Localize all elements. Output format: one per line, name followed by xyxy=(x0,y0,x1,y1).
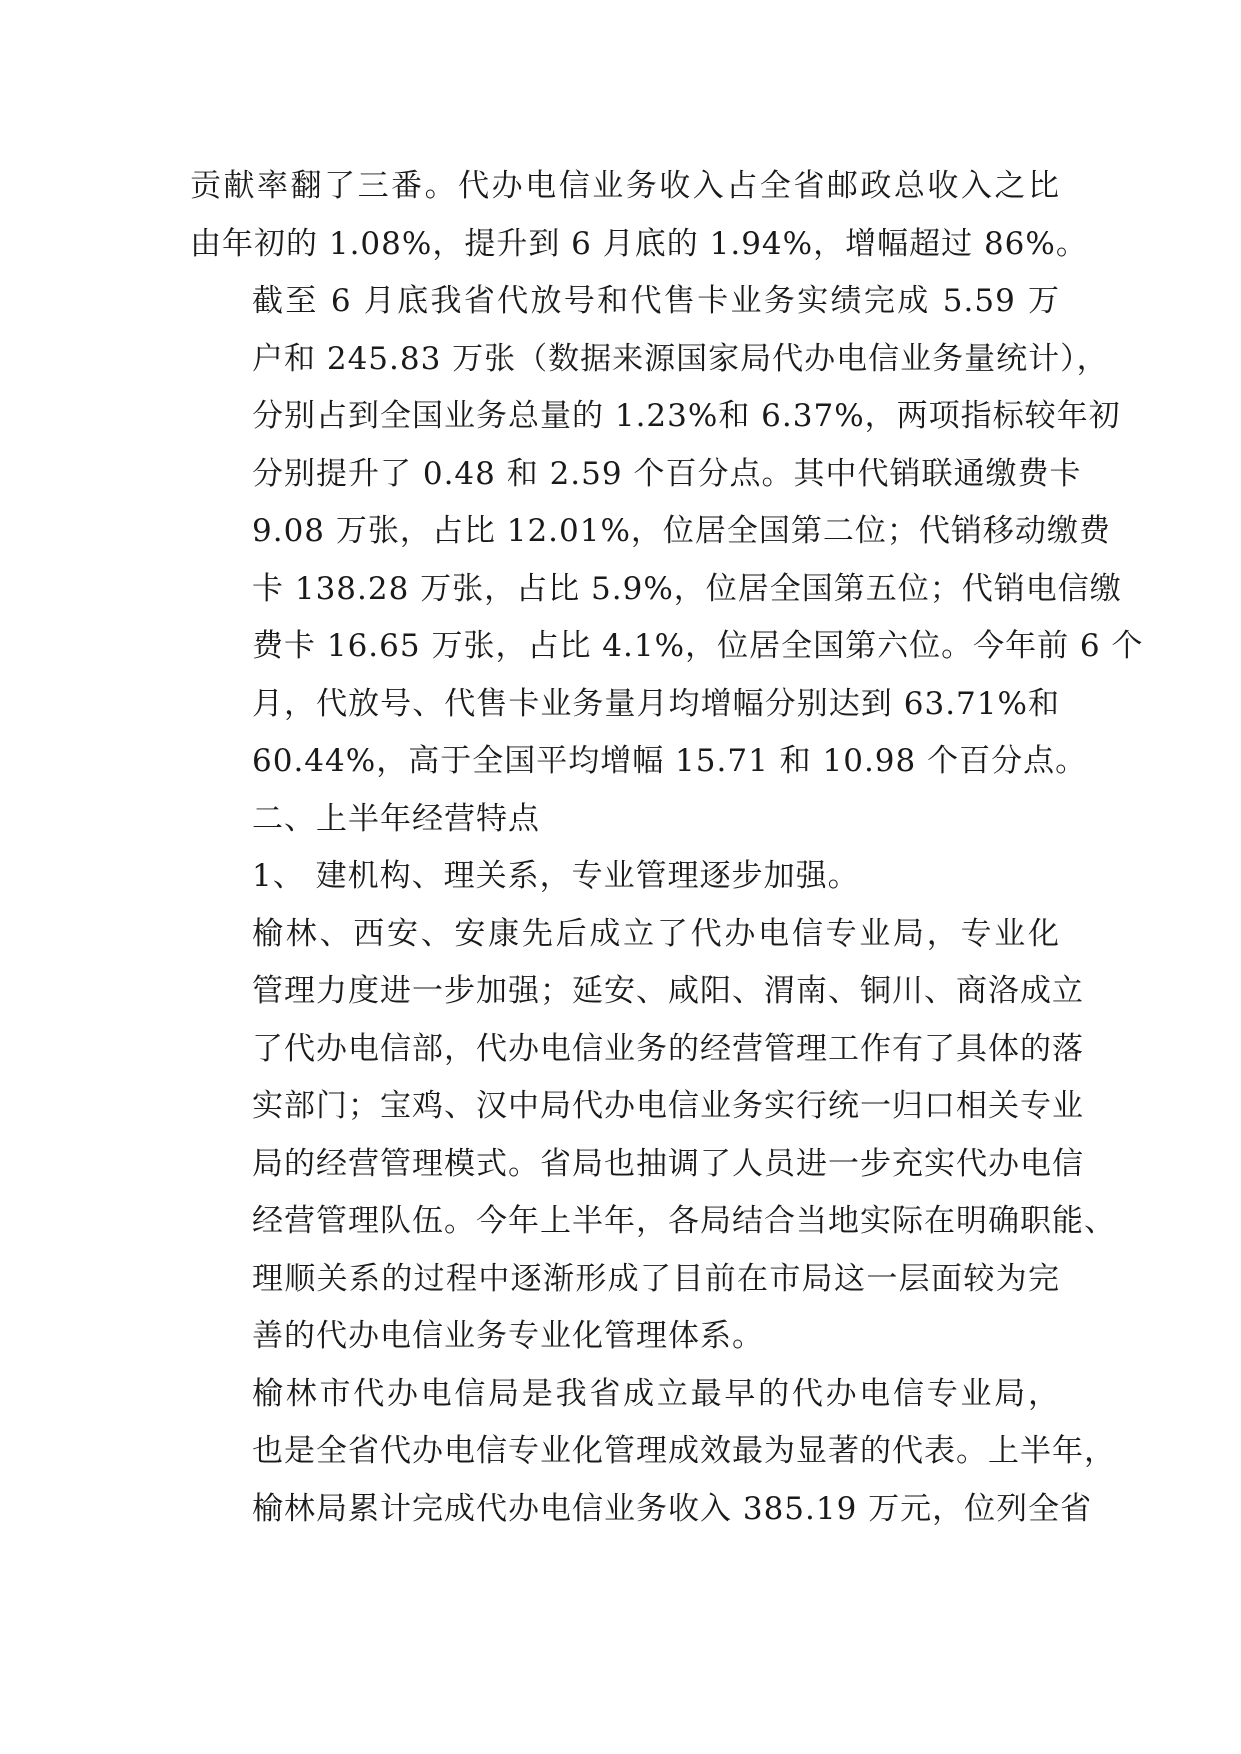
text-line: 实部门；宝鸡、汉中局代办电信业务实行统一归口相关专业 xyxy=(252,1088,1084,1124)
text-line: 卡 138.28 万张，占比 5.9%，位居全国第五位；代销电信缴 xyxy=(252,570,1122,607)
text-line: 经营管理队伍。今年上半年，各局结合当地实际在明确职能、 xyxy=(252,1203,1116,1239)
text-line: 善的代办电信业务专业化管理体系。 xyxy=(252,1318,764,1354)
text-line: 截至 6 月底我省代放号和代售卡业务实绩完成 5.59 万 xyxy=(252,283,1060,319)
text-line: 理顺关系的过程中逐渐形成了目前在市局这一层面较为完 xyxy=(252,1260,1060,1297)
subsection-heading xyxy=(190,848,1060,906)
text-line: 分别占到全国业务总量的 1.23%和 6.37%，两项指标较年初 xyxy=(252,398,1121,434)
document-body xyxy=(190,158,1144,1538)
paragraph-yulin-bureau xyxy=(190,1366,1116,1539)
text-line: 贡献率翻了三番。代办电信业务收入占全省邮政总收入之比 xyxy=(190,168,1060,204)
text-line: 二、上半年经营特点 xyxy=(252,800,540,837)
text-line: 由年初的 1.08%，提升到 6 月底的 1.94%，增幅超过 86%。 xyxy=(190,225,1088,262)
text-line: 局的经营管理模式。省局也抽调了人员进一步充实代办电信 xyxy=(252,1145,1084,1182)
text-line: 1、 建机构、理关系，专业管理逐步加强。 xyxy=(252,858,860,894)
text-line: 榆林、西安、安康先后成立了代办电信专业局，专业化 xyxy=(252,915,1060,952)
text-line: 也是全省代办电信专业化管理成效最为显著的代表。上半年， xyxy=(252,1433,1116,1469)
text-line: 9.08 万张，占比 12.01%，位居全国第二位；代销移动缴费 xyxy=(252,513,1111,549)
paragraph-organization xyxy=(190,906,1116,1366)
text-line: 费卡 16.65 万张，占比 4.1%，位居全国第六位。今年前 6 个 xyxy=(252,628,1144,664)
text-line: 月，代放号、代售卡业务量月均增幅分别达到 63.71%和 xyxy=(252,685,1060,722)
text-line: 分别提升了 0.48 和 2.59 个百分点。其中代销联通缴费卡 xyxy=(252,455,1082,492)
text-line: 了代办电信部，代办电信业务的经营管理工作有了具体的落 xyxy=(252,1030,1084,1067)
text-line: 管理力度进一步加强；延安、咸阳、渭南、铜川、商洛成立 xyxy=(252,973,1084,1009)
text-line: 户和 245.83 万张（数据来源国家局代办电信业务量统计）， xyxy=(252,340,1109,377)
text-line: 60.44%，高于全国平均增幅 15.71 和 10.98 个百分点。 xyxy=(252,743,1088,779)
paragraph-revenue-contribution xyxy=(190,158,1088,273)
text-line: 榆林局累计完成代办电信业务收入 385.19 万元，位列全省 xyxy=(252,1490,1093,1527)
section-heading xyxy=(190,791,1060,849)
text-line: 榆林市代办电信局是我省成立最早的代办电信专业局， xyxy=(252,1375,1060,1412)
paragraph-card-sales xyxy=(190,273,1144,791)
